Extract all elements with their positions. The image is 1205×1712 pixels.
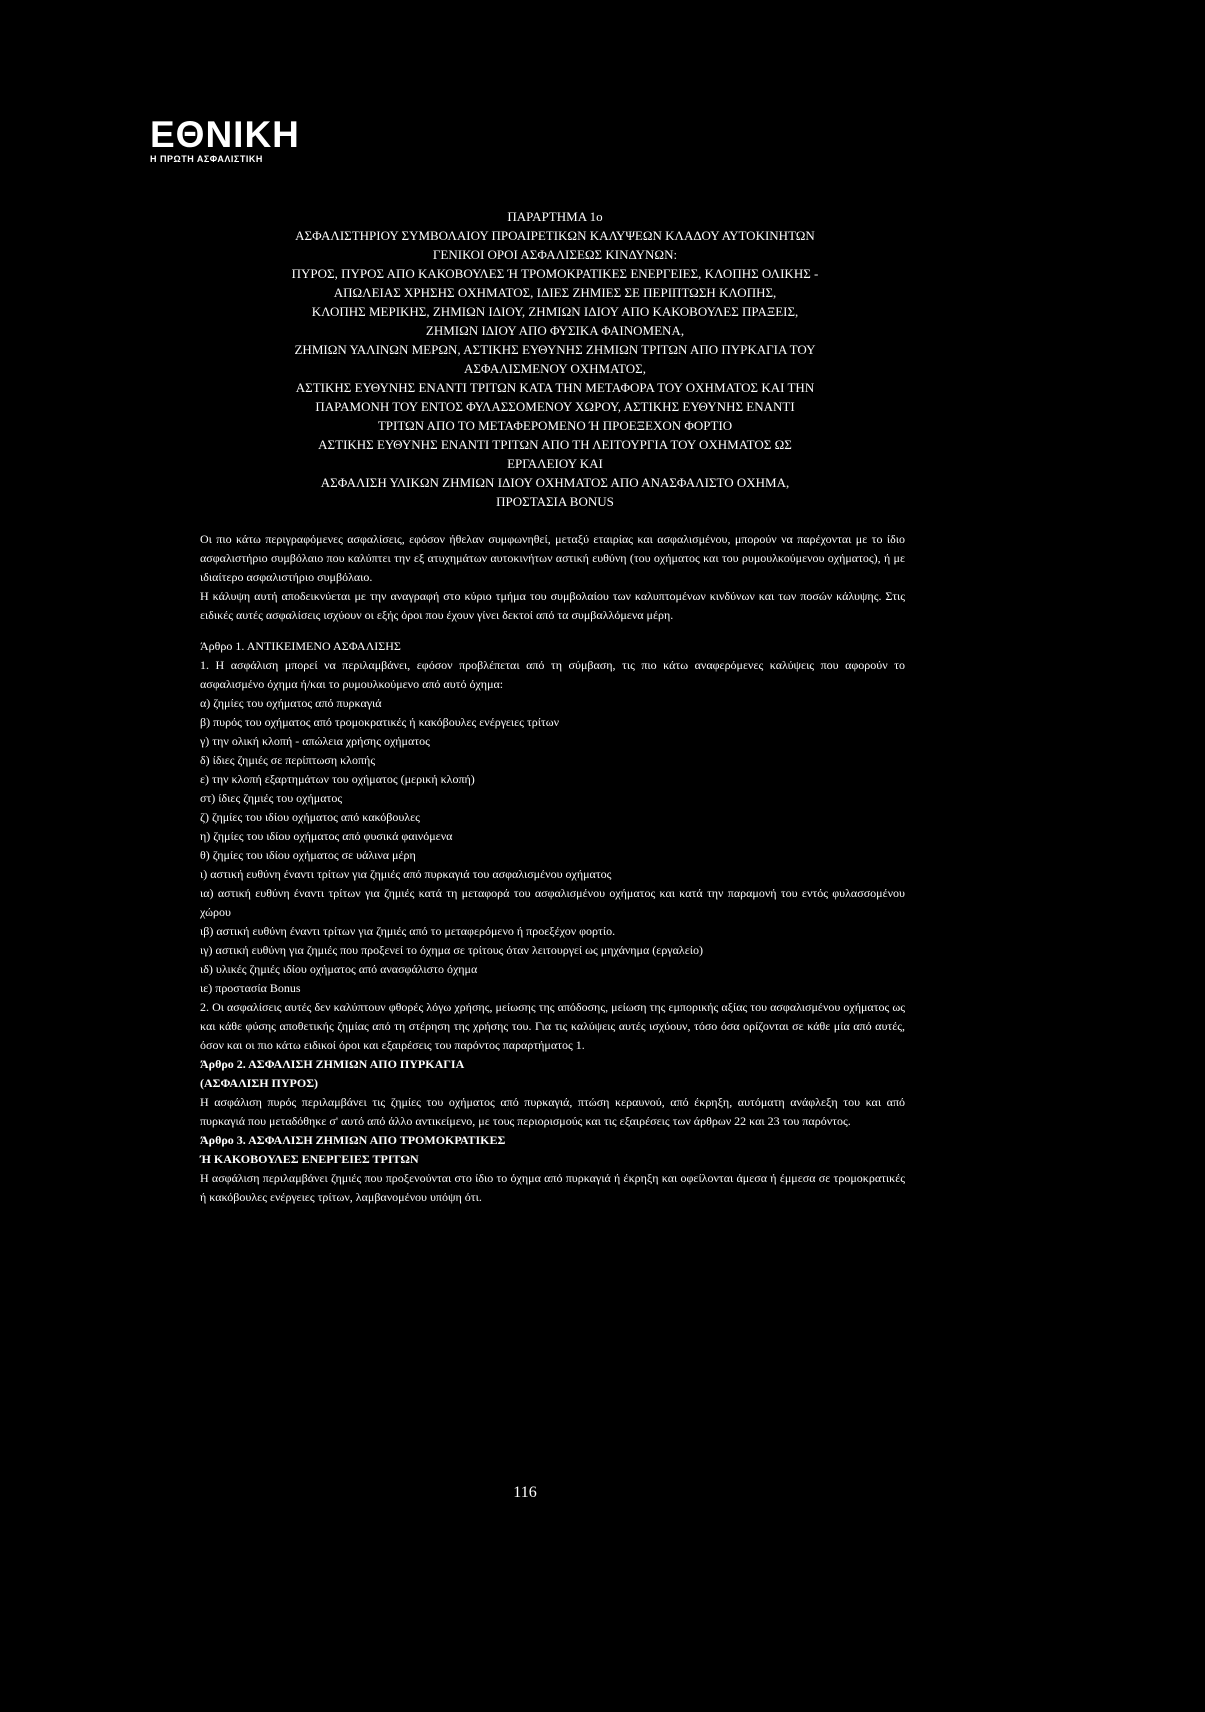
coverage-item: στ) ίδιες ζημιές του οχήματος [200, 791, 343, 805]
heading-line: ΚΛΟΠΗΣ ΜΕΡΙΚΗΣ, ΖΗΜΙΩΝ ΙΔΙΟΥ, ΖΗΜΙΩΝ ΙΔΙΟΥ ΑΠΟ ΚΑΚΟΒΟΥΛΕΣ ΠΡΑΞΕΙΣ, [311, 304, 799, 319]
heading-line: ΑΣΦΑΛΙΣΜΕΝΟΥ ΟΧΗΜΑΤΟΣ, [464, 361, 646, 376]
article-1-title: Άρθρο 1. ΑΝΤΙΚΕΙΜΕΝΟ ΑΣΦΑΛΙΣΗΣ [200, 639, 401, 653]
heading-line: ΓΕΝΙΚΟΙ ΟΡΟΙ ΑΣΦΑΛΙΣΕΩΣ ΚΙΝΔΥΝΩΝ: [432, 247, 678, 262]
article-3-subtitle: Ή ΚΑΚΟΒΟΥΛΕΣ ΕΝΕΡΓΕΙΕΣ ΤΡΙΤΩΝ [200, 1152, 419, 1166]
article-3-paragraph: Η ασφάλιση περιλαμβάνει ζημιές που προξενούνται στο ίδιο το όχημα από πυρκαγιά ή έκρηξη και οφείλονται άμεσα ή έμμεσα σε τρομοκρατικές ή κακόβουλες ενέργειες τρίτων, λαμβανομένου υπόψη ότι. [200, 1171, 905, 1204]
coverage-item: ιδ) υλικές ζημιές ιδίου οχήματος από ανασφάλιστο όχημα [200, 962, 478, 976]
coverage-item: ιε) προστασία Bonus [200, 981, 301, 995]
heading-line: ΠΥΡΟΣ, ΠΥΡΟΣ ΑΠΟ ΚΑΚΟΒΟΥΛΕΣ Ή ΤΡΟΜΟΚΡΑΤΙΚΕΣ ΕΝΕΡΓΕΙΕΣ, ΚΛΟΠΗΣ ΟΛΙΚΗΣ - [291, 266, 819, 281]
company-logo [150, 116, 300, 164]
coverage-item: ζ) ζημίες του ιδίου οχήματος από κακόβουλες [200, 810, 420, 824]
heading-line: ΤΡΙΤΩΝ ΑΠΟ ΤΟ ΜΕΤΑΦΕΡΟΜΕΝΟ Ή ΠΡΟΕΞΕΧΟΝ ΦΟΡΤΙΟ [377, 418, 733, 433]
logo-tagline: Η ΠΡΩΤΗ ΑΣΦΑΛΙΣΤΙΚΗ [150, 154, 263, 164]
document-body [200, 530, 905, 1207]
heading-line: ΖΗΜΙΩΝ ΥΑΛΙΝΩΝ ΜΕΡΩΝ, ΑΣΤΙΚΗΣ ΕΥΘΥΝΗΣ ΖΗΜΙΩΝ ΤΡΙΤΩΝ ΑΠΟ ΠΥΡΚΑΓΙΑ ΤΟΥ [294, 342, 816, 357]
heading-line: ΑΣΤΙΚΗΣ ΕΥΘΥΝΗΣ ΕΝΑΝΤΙ ΤΡΙΤΩΝ ΑΠΟ ΤΗ ΛΕΙΤΟΥΡΓΙΑ ΤΟΥ ΟΧΗΜΑΤΟΣ ΩΣ [318, 437, 792, 452]
coverage-item: β) πυρός του οχήματος από τρομοκρατικές ή κακόβουλες ενέργειες τρίτων [200, 715, 560, 729]
article-2-subtitle: (ΑΣΦΑΛΙΣΗ ΠΥΡΟΣ) [200, 1076, 319, 1090]
article-2-paragraph: Η ασφάλιση πυρός περιλαμβάνει τις ζημίες του οχήματος από πυρκαγιά, πτώση κεραυνού, από έκρηξη, αυτόματη ανάφλεξη του και από πυρκαγιά που μεταδόθηκε σ' αυτό από άλλο αντικείμενο, με τους περιορισμούς και τις εξαιρέσεις των άρθρων 22 και 23 του παρόντος. [200, 1095, 905, 1128]
heading-line: ΠΑΡΑΡΤΗΜΑ 1ο [507, 209, 603, 224]
coverage-item: ια) αστική ευθύνη έναντι τρίτων για ζημιές κατά τη μεταφορά του ασφαλισμένου οχήματος και κατά την παραμονή του εντός φυλασσομένου χώρου [200, 886, 905, 919]
coverage-item: ι) αστική ευθύνη έναντι τρίτων για ζημιές από πυρκαγιά του ασφαλισμένου οχήματος [200, 867, 612, 881]
heading-line: ΖΗΜΙΩΝ ΙΔΙΟΥ ΑΠΟ ΦΥΣΙΚΑ ΦΑΙΝΟΜΕΝΑ, [425, 323, 685, 338]
heading-line: ΑΣΤΙΚΗΣ ΕΥΘΥΝΗΣ ΕΝΑΝΤΙ ΤΡΙΤΩΝ ΚΑΤΑ ΤΗΝ ΜΕΤΑΦΟΡΑ ΤΟΥ ΟΧΗΜΑΤΟΣ ΚΑΙ ΤΗΝ [295, 380, 815, 395]
coverage-item: ε) την κλοπή εξαρτημάτων του οχήματος (μερική κλοπή) [200, 772, 475, 786]
heading-line: ΑΣΦΑΛΙΣΗ ΥΛΙΚΩΝ ΖΗΜΙΩΝ ΙΔΙΟΥ ΟΧΗΜΑΤΟΣ ΑΠΟ ΑΝΑΣΦΑΛΙΣΤΟ ΟΧΗΜΑ, [320, 475, 790, 490]
article-1-paragraph: 1. Η ασφάλιση μπορεί να περιλαμβάνει, εφόσον προβλέπεται από τη σύμβαση, τις πιο κάτω αναφερόμενες καλύψεις που αφορούν το ασφαλισμένο όχημα ή/και το ρυμουλκούμενο από αυτό όχημα: [200, 658, 905, 691]
coverage-item: δ) ίδιες ζημιές σε περίπτωση κλοπής [200, 753, 376, 767]
coverage-item: α) ζημίες του οχήματος από πυρκαγιά [200, 696, 382, 710]
article-1-paragraph: 2. Οι ασφαλίσεις αυτές δεν καλύπτουν φθορές λόγω χρήσης, μείωσης της απόδοσης, μείωση της εμπορικής αξίας του ασφαλισμένου οχήματος ως και κάθε φύσης αποθετικής ζημίας από τη στέρηση της χρήσης του. Για τις καλύψεις αυτές ισχύουν, τόσο όσα ορίζονται σε κάθε μία από αυτές, όσον και οι πιο κάτω ειδικοί όροι και εξαιρέσεις του παρόντος παραρτήματος 1. [200, 1000, 905, 1052]
heading-line: ΕΡΓΑΛΕΙΟΥ ΚΑΙ [507, 456, 603, 471]
heading-line: ΠΑΡΑΜΟΝΗ ΤΟΥ ΕΝΤΟΣ ΦΥΛΑΣΣΟΜΕΝΟΥ ΧΩΡΟΥ, ΑΣΤΙΚΗΣ ΕΥΘΥΝΗΣ ΕΝΑΝΤΙ [315, 399, 795, 414]
coverage-item: ιβ) αστική ευθύνη έναντι τρίτων για ζημιές από το μεταφερόμενο ή προεξέχον φορτίο. [200, 924, 616, 938]
intro-paragraph: Οι πιο κάτω περιγραφόμενες ασφαλίσεις, εφόσον ήθελαν συμφωνηθεί, μεταξύ εταιρίας και ασφαλισμένου, μπορούν να παρέχονται με το ίδιο ασφαλιστήριο συμβόλαιο που καλύπτει την εξ ατυχημάτων αυτοκινήτων αστική ευθύνη (του οχήματος και του ρυμουλκούμενου οχήματος), ή με ιδιαίτερο ασφαλιστήριο συμβόλαιο. [200, 532, 905, 584]
coverage-item: ιγ) αστική ευθύνη για ζημιές που προξενεί το όχημα σε τρίτους όταν λειτουργεί ως μηχάνημα (εργαλείο) [200, 943, 703, 957]
coverage-item: η) ζημίες του ιδίου οχήματος από φυσικά φαινόμενα [200, 829, 453, 843]
intro-paragraph: Η κάλυψη αυτή αποδεικνύεται με την αναγραφή στο κύριο τμήμα του συμβολαίου των καλυπτομένων κινδύνων και των ποσών κάλυψης. Στις ειδικές αυτές ασφαλίσεις ισχύουν οι εξής όροι που έχουν γίνει δεκτοί από τα συμβαλλόμενα μέρη. [200, 589, 905, 622]
coverage-item: θ) ζημίες του ιδίου οχήματος σε υάλινα μέρη [200, 848, 416, 862]
coverage-item: γ) την ολική κλοπή - απώλεια χρήσης οχήματος [200, 734, 430, 748]
article-2-title: Άρθρο 2. ΑΣΦΑΛΙΣΗ ΖΗΜΙΩΝ ΑΠΟ ΠΥΡΚΑΓΙΑ [200, 1057, 465, 1071]
heading-line: ΑΣΦΑΛΙΣΤΗΡΙΟΥ ΣΥΜΒΟΛΑΙΟΥ ΠΡΟΑΙΡΕΤΙΚΩΝ ΚΑΛΥΨΕΩΝ ΚΛΑΔΟΥ ΑΥΤΟΚΙΝΗΤΩΝ [295, 228, 815, 243]
article-3-title: Άρθρο 3. ΑΣΦΑΛΙΣΗ ΖΗΜΙΩΝ ΑΠΟ ΤΡΟΜΟΚΡΑΤΙΚΕΣ [200, 1133, 506, 1147]
logo-name: ΕΘΝΙΚΗ [150, 114, 300, 155]
document-heading [195, 207, 915, 511]
heading-line: ΑΠΩΛΕΙΑΣ ΧΡΗΣΗΣ ΟΧΗΜΑΤΟΣ, ΙΔΙΕΣ ΖΗΜΙΕΣ ΣΕ ΠΕΡΙΠΤΩΣΗ ΚΛΟΠΗΣ, [333, 285, 777, 300]
heading-line: ΠΡΟΣΤΑΣΙΑ BONUS [496, 494, 614, 509]
page-number: 116 [513, 1484, 537, 1501]
